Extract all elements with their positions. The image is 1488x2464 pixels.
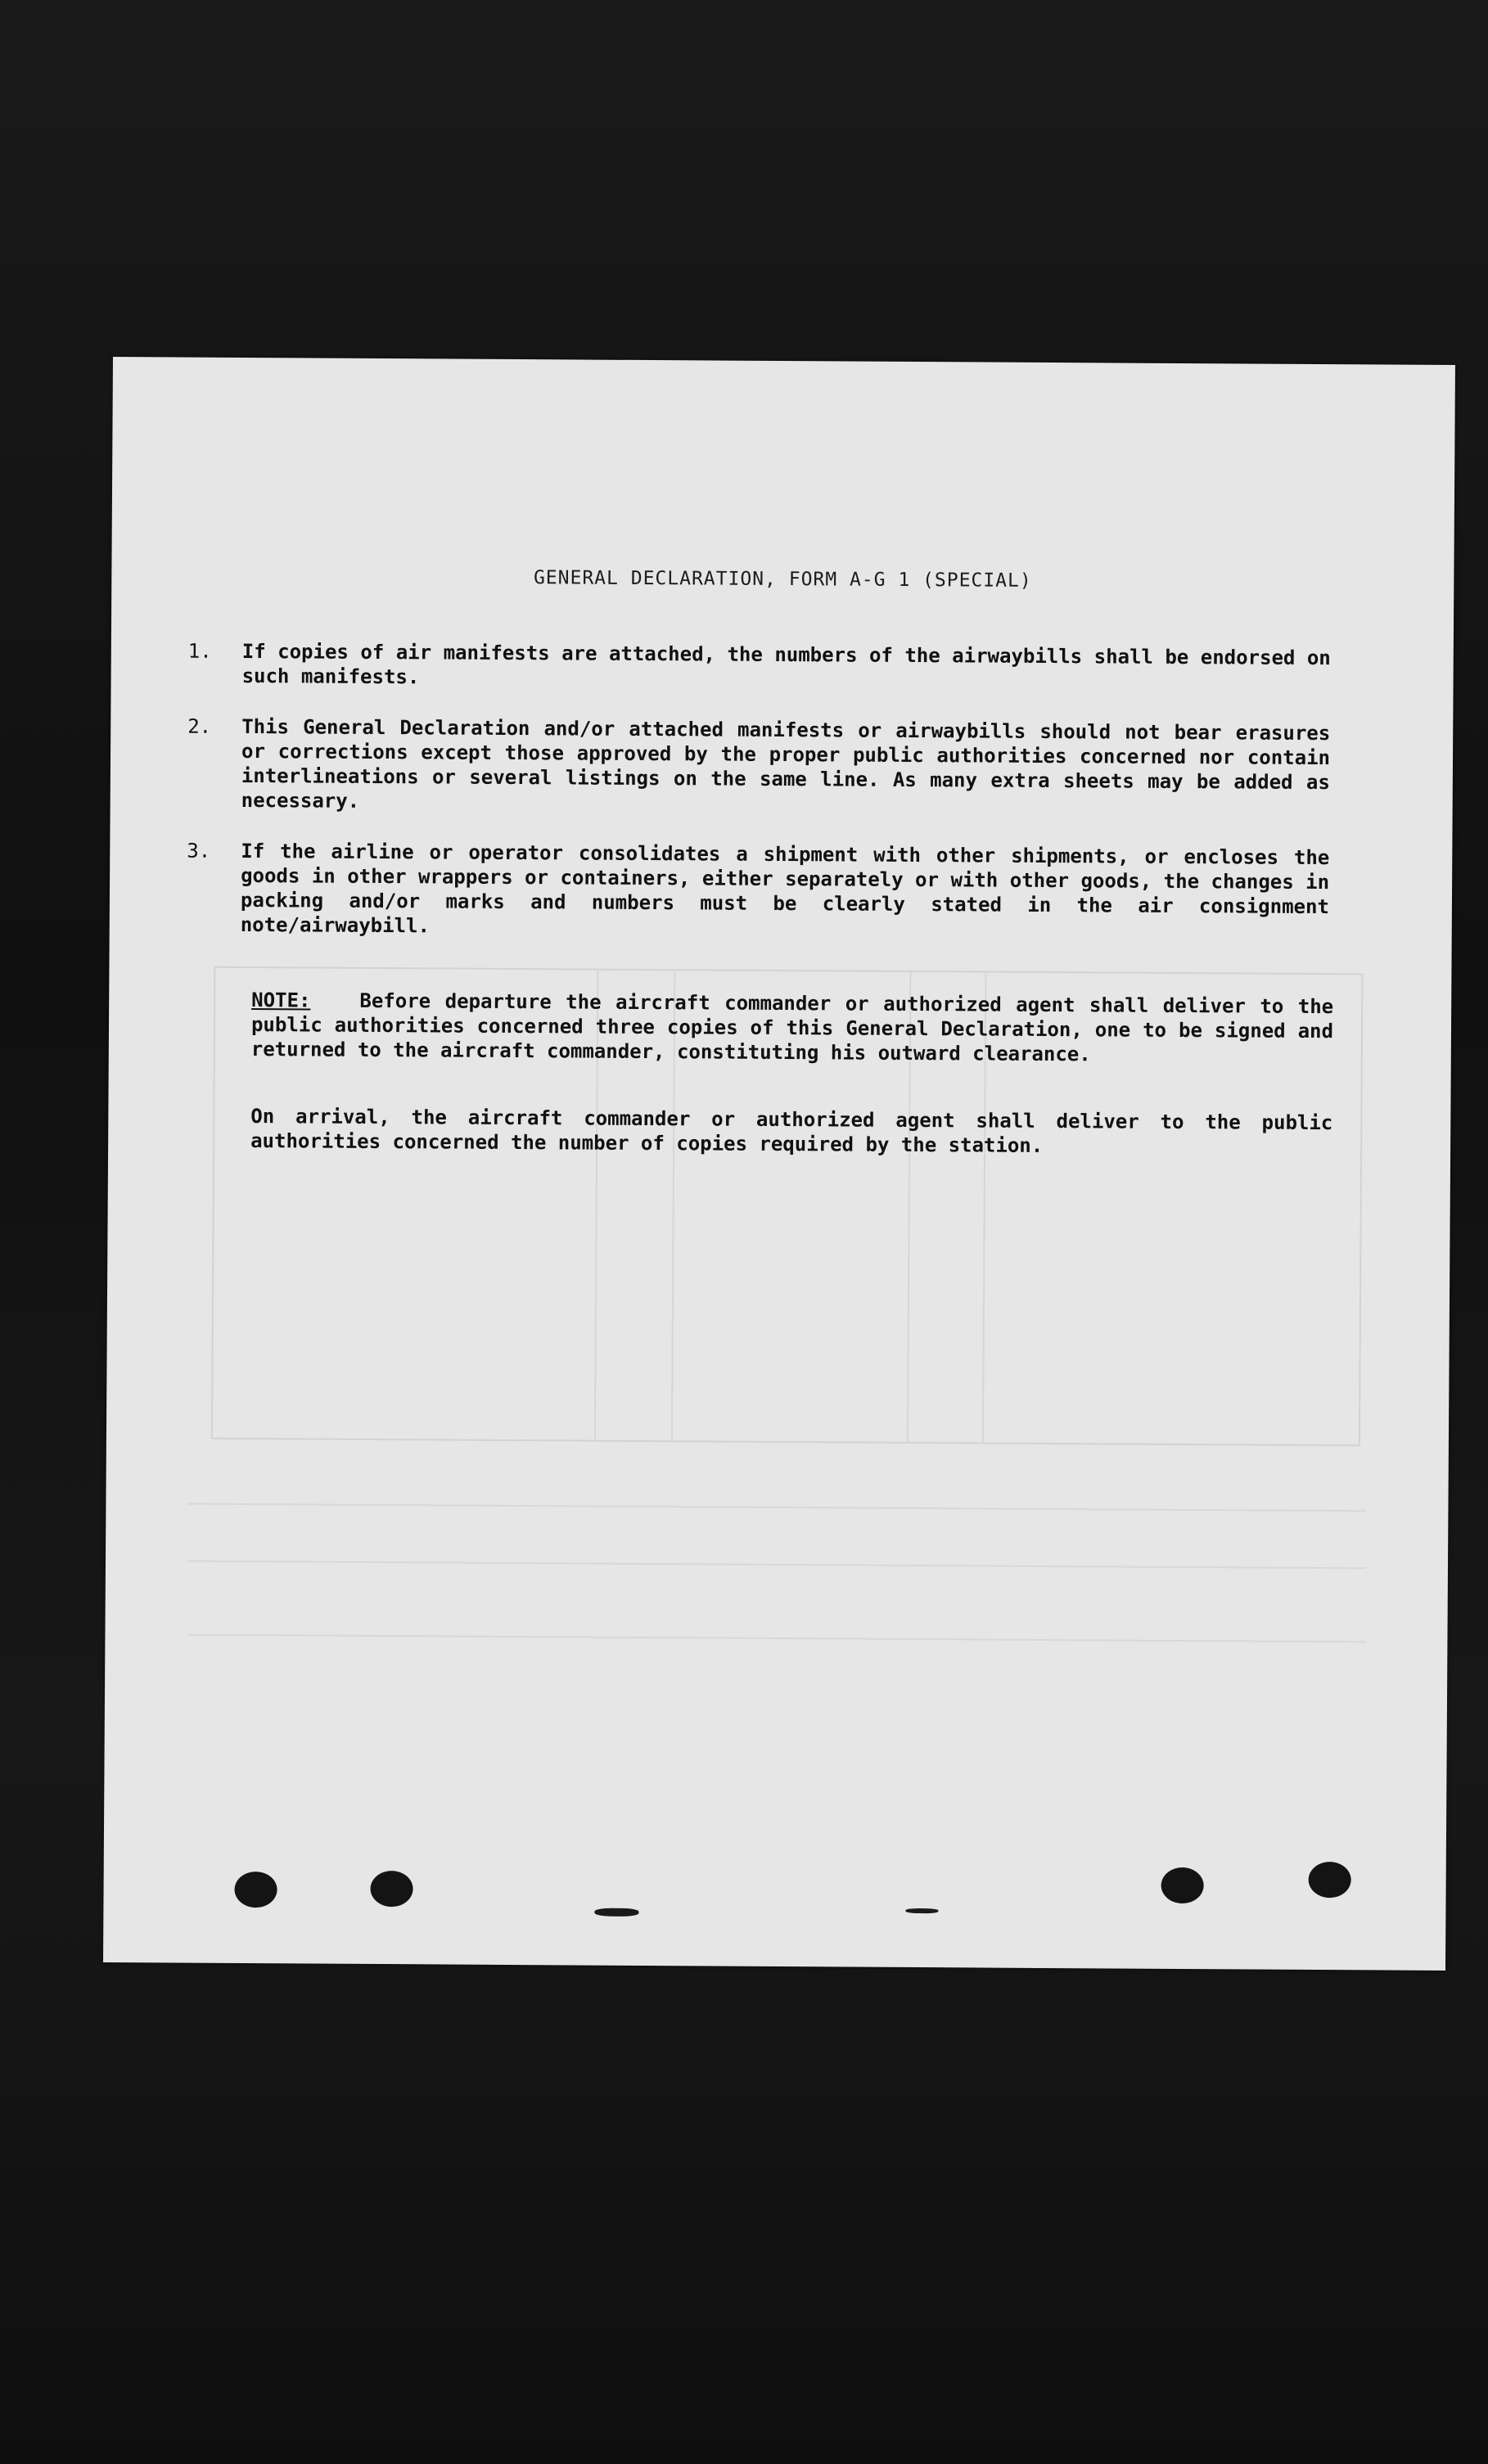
punch-hole <box>1161 1867 1203 1903</box>
punch-hole <box>234 1872 277 1908</box>
bleed-through-rule <box>187 1503 1366 1512</box>
item-text: If the airline or operator consolidates a shipment with other shipments, or encloses the goods in other wrappers or containers, either separately or with other goods, the changes in packing and/or marks and numbers must be clearly stated in the air consignment note/airwaybill. <box>240 839 1330 938</box>
arrival-section <box>250 1104 1332 1160</box>
arrival-text: On arrival, the aircraft commander or authorized agent shall deliver to the public authorities concerned the number of copies required by the station. <box>250 1105 1333 1157</box>
note-section <box>251 988 1334 1068</box>
note-label: NOTE: <box>251 989 311 1012</box>
paper-tear-mark <box>594 1908 638 1917</box>
document-page <box>103 357 1455 1971</box>
item-text: This General Declaration and/or attached manifests or airwaybills should not bear erasures or corrections except those approved by the proper public authorities concerned nor contain interlineations or several listings on the same line. As many extra sheets may be added as necessary. <box>241 714 1331 813</box>
punch-hole <box>370 1871 413 1907</box>
bleed-through-rule <box>187 1561 1366 1570</box>
item-number: 1. <box>187 639 212 663</box>
instruction-item-1 <box>187 639 1331 695</box>
item-number: 3. <box>187 839 211 863</box>
item-text: If copies of air manifests are attached, the numbers of the airwaybills shall be endorsed on such manifests. <box>241 639 1331 689</box>
instruction-item-2 <box>187 714 1331 819</box>
instruction-item-3 <box>187 839 1330 944</box>
note-text: Before departure the aircraft commander or authorized agent shall deliver to the public authorities concerned three copies of this General Declaration, one to be signed and returned to the aircraft commander, constituting his outward clearance. <box>250 989 1334 1066</box>
paper-tear-mark <box>905 1908 938 1913</box>
note-paragraph <box>251 988 1334 1068</box>
punch-hole <box>1309 1862 1351 1898</box>
bleed-through-rule <box>187 1634 1365 1643</box>
item-number: 2. <box>187 714 212 738</box>
page-title: GENERAL DECLARATION, FORM A-G 1 (SPECIAL) <box>533 567 1032 592</box>
